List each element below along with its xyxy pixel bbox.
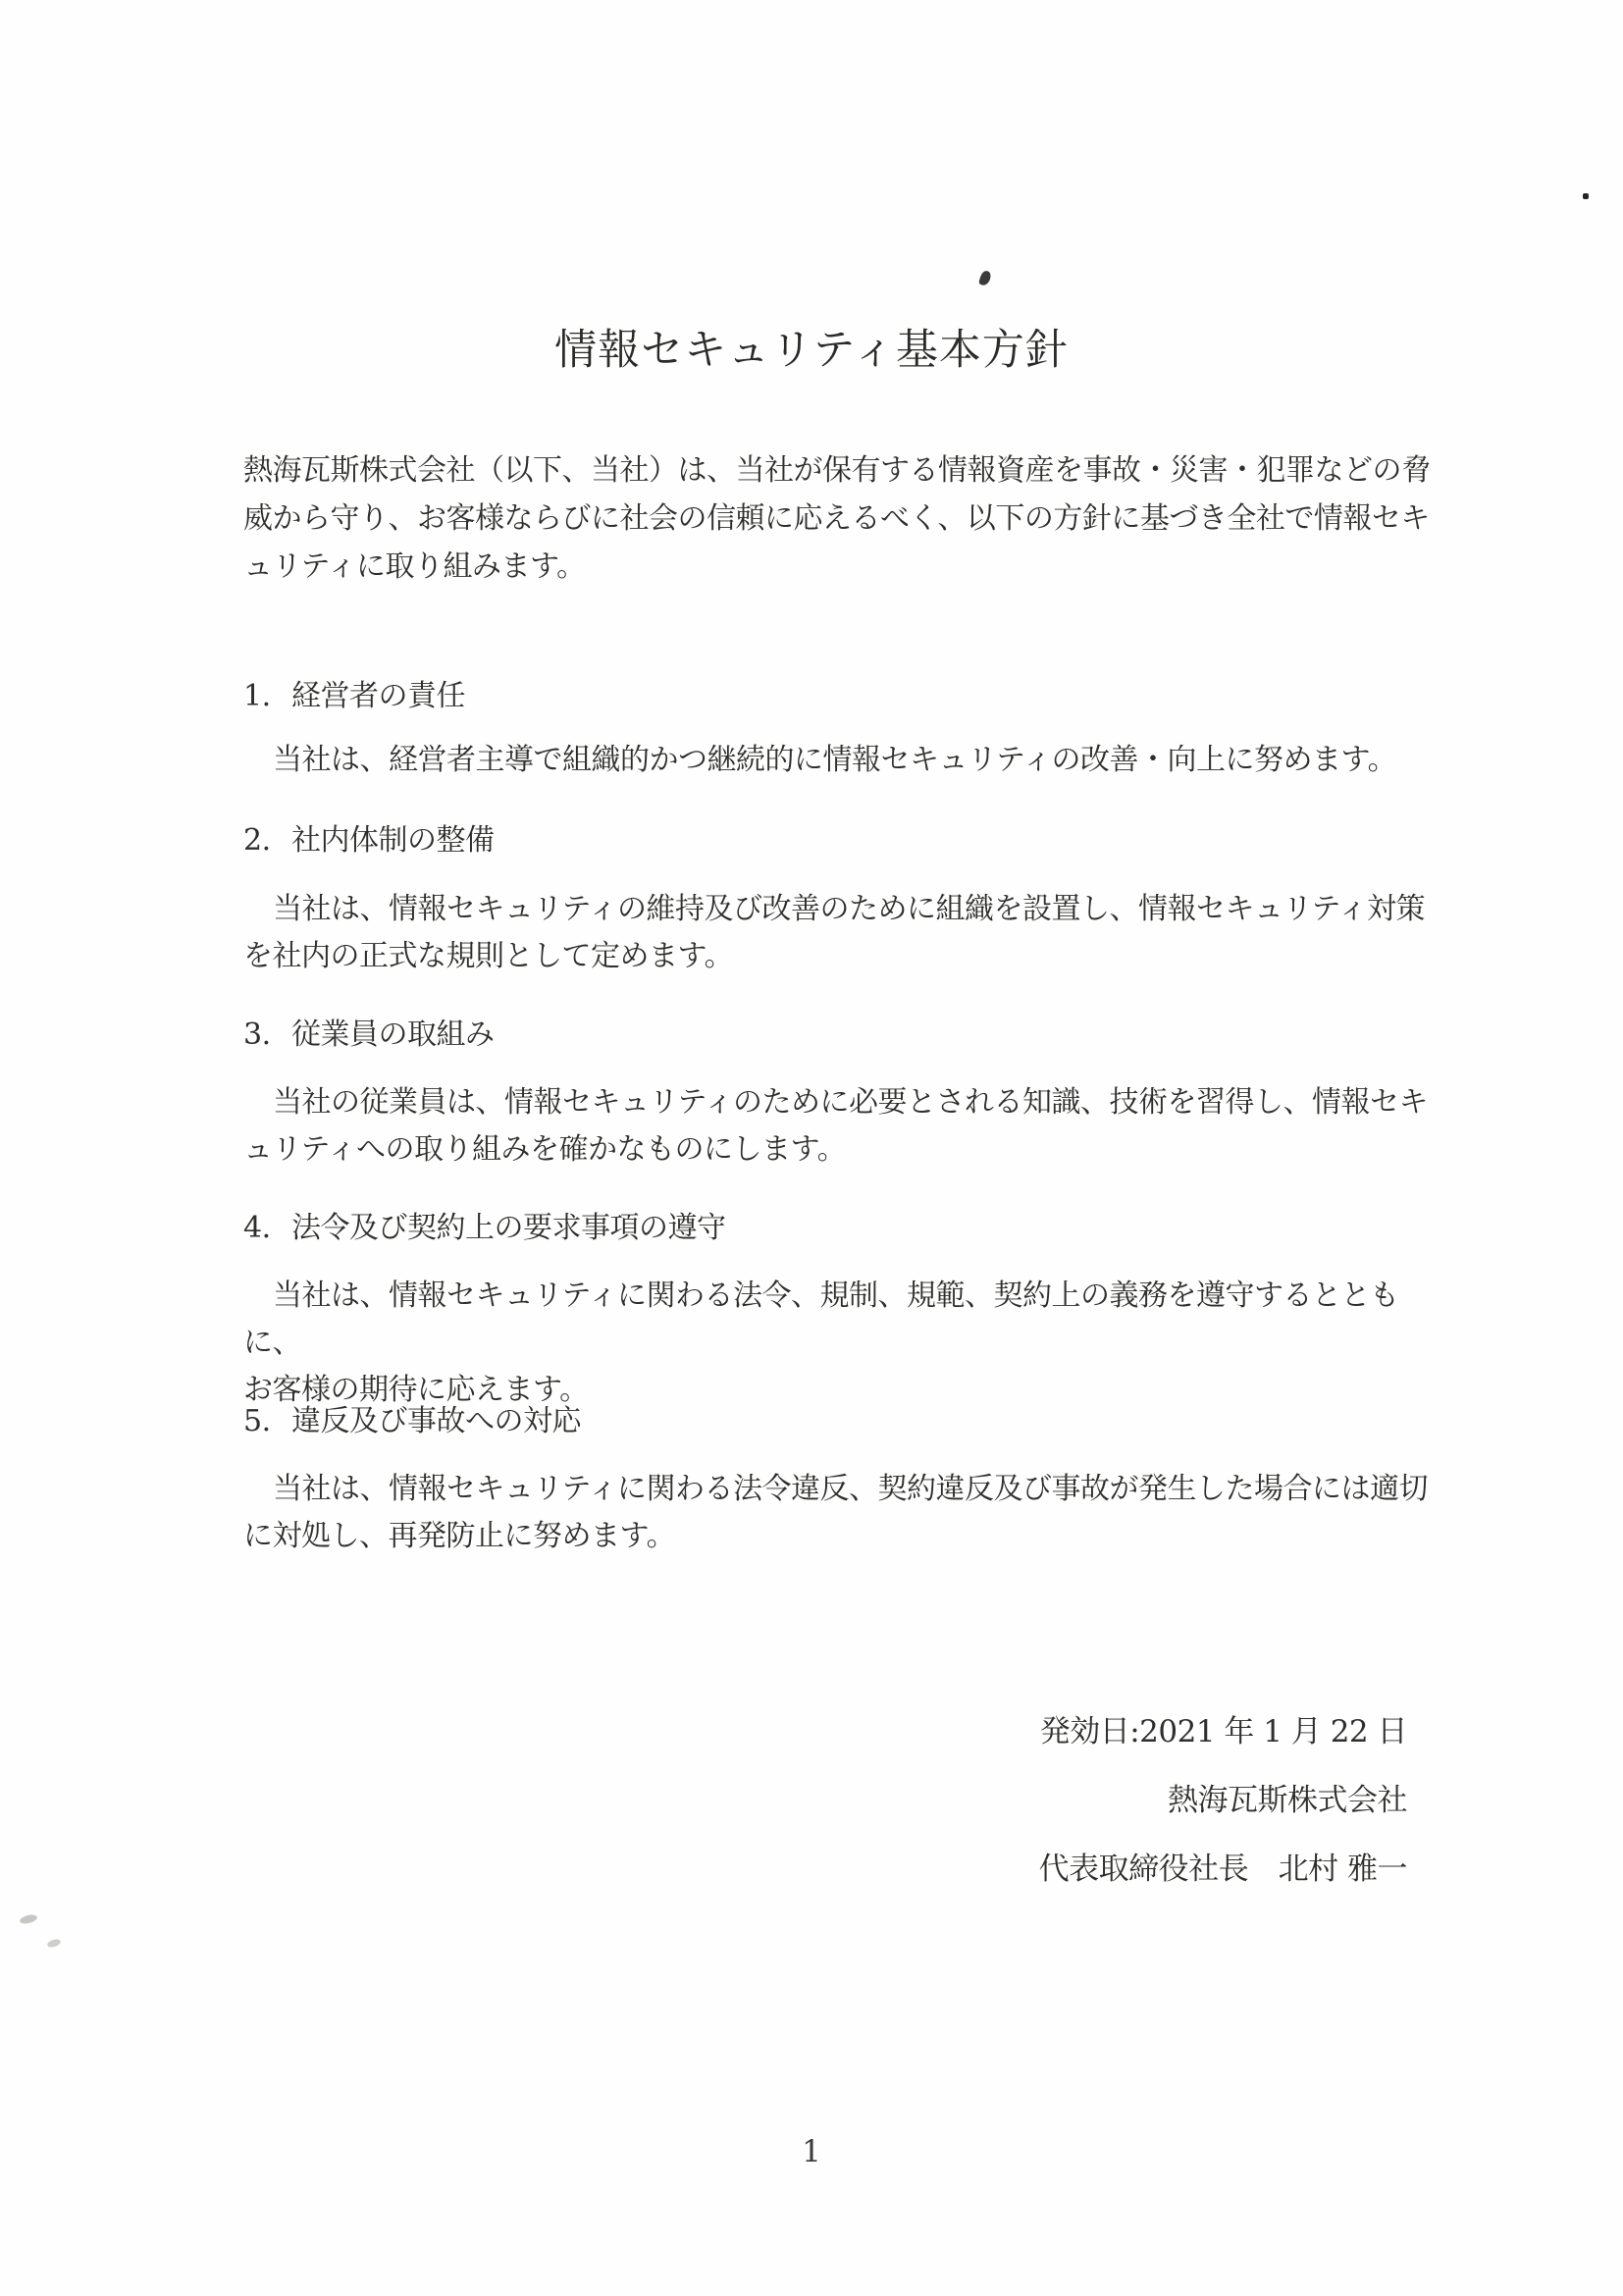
section-number: 1. (243, 679, 271, 713)
intro-line: 熱海瓦斯株式会社（以下、当社）は、当社が保有する情報資産を事故・災害・犯罪などの脅 (243, 453, 1431, 488)
section-number: 4. (243, 1211, 271, 1245)
effective-date: 発効日:2021 年 1 月 22 日 (1039, 1714, 1407, 1749)
section-1-heading (243, 673, 465, 720)
body-line: を社内の正式な規則として定めます。 (243, 939, 734, 973)
page-number: 1 (802, 2134, 821, 2169)
section-5-body (243, 1466, 1431, 1560)
body-line: お客様の期待に応えます。 (243, 1373, 589, 1407)
section-number: 2. (243, 823, 271, 858)
section-1-body (243, 737, 1431, 784)
scan-smudge (19, 1913, 37, 1925)
intro-line: 威から守り、お客様ならびに社会の信頼に応えるべく、以下の方針に基づき全社で情報セキ (243, 501, 1430, 536)
section-heading-label: 違反及び事故への対応 (291, 1404, 581, 1438)
section-heading-label: 従業員の取組み (291, 1018, 495, 1052)
section-2-heading (243, 817, 495, 864)
body-line: ュリティへの取り組みを確かなものにします。 (243, 1132, 847, 1167)
body-line: 当社は、情報セキュリティに関わる法令違反、契約違反及び事故が発生した場合には適切 (273, 1472, 1428, 1506)
section-heading-label: 法令及び契約上の要求事項の遵守 (291, 1211, 726, 1245)
body-line: 当社は、情報セキュリティの維持及び改善のために組織を設置し、情報セキュリティ対策 (273, 892, 1425, 926)
section-number: 3. (243, 1018, 271, 1052)
signature-block (0, 1697, 1407, 1904)
company-name: 熱海瓦斯株式会社 (1168, 1783, 1407, 1818)
body-line: 当社の従業員は、情報セキュリティのために必要とされる知識、技術を習得し、情報セキ (273, 1085, 1428, 1120)
intro-paragraph (243, 446, 1431, 591)
signer-name: 代表取締役社長 北村 雅一 (1038, 1852, 1407, 1887)
intro-line: ュリティに取り組みます。 (243, 549, 586, 584)
scan-speck-dot (1583, 193, 1589, 199)
body-line: に対処し、再発防止に努めます。 (243, 1519, 676, 1553)
section-heading-label: 経営者の責任 (291, 679, 465, 713)
section-number: 5. (243, 1404, 271, 1438)
page-title: 情報セキュリティ基本方針 (554, 326, 1069, 375)
scan-speck-mark (978, 270, 992, 287)
body-line: 当社は、経営者主導で組織的かつ継続的に情報セキュリティの改善・向上に努めます。 (273, 743, 1397, 777)
body-line: 当社は、情報セキュリティに関わる法令、規制、規範、契約上の義務を遵守するとともに、 (243, 1278, 1399, 1360)
section-heading-label: 社内体制の整備 (291, 823, 495, 858)
scan-smudge (46, 1938, 61, 1949)
section-2-body (243, 886, 1431, 980)
section-5-heading (243, 1398, 581, 1445)
section-3-heading (243, 1012, 495, 1059)
section-4-body (243, 1273, 1431, 1414)
section-4-heading (243, 1205, 726, 1252)
section-3-body (243, 1079, 1431, 1174)
